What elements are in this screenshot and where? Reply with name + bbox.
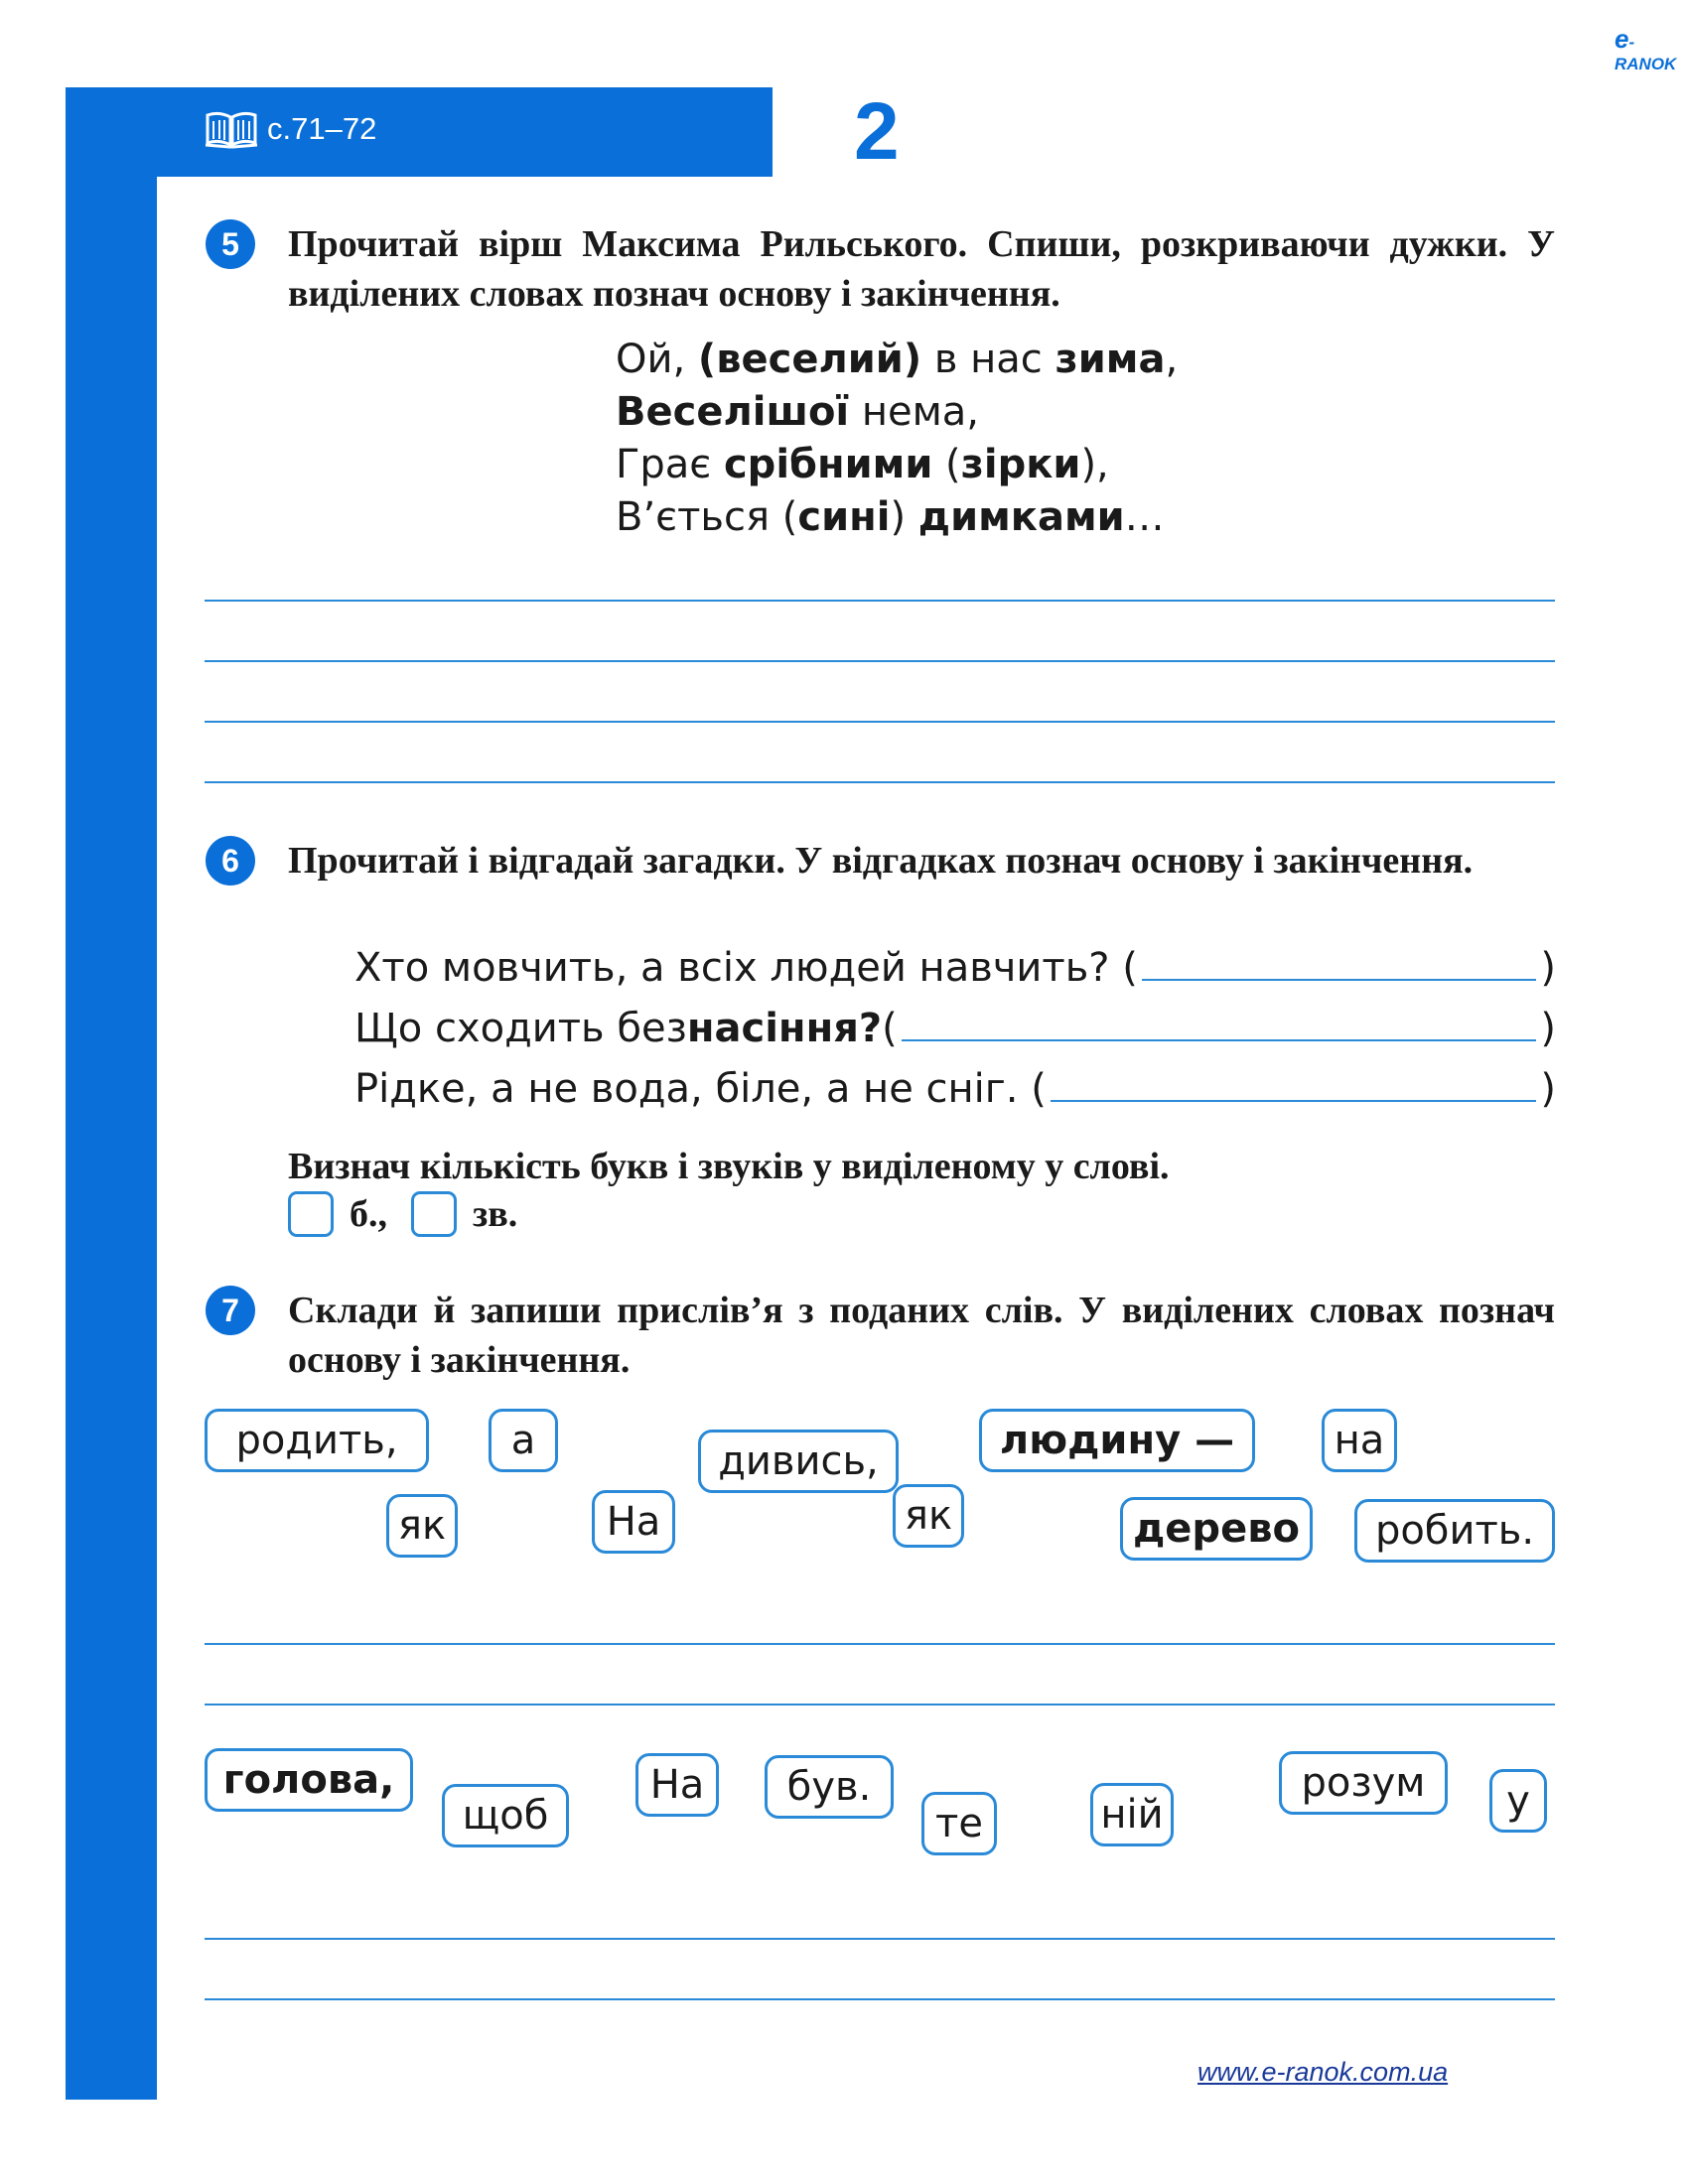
word-card[interactable]: На	[592, 1490, 675, 1554]
riddle-text: Хто мовчить, а всіх людей навчить? (	[354, 945, 1138, 991]
task7-instruction: Склади й запиши прислів’я з поданих слів. У виділених словах познач основу і закінчення.	[288, 1290, 1555, 1381]
riddle-text: Рідке, а не вода, біле, а не сніг. (	[354, 1066, 1047, 1112]
task-number-7: 7	[206, 1286, 255, 1335]
header-band	[66, 87, 773, 177]
open-book-icon	[204, 109, 259, 149]
poem-text: ),	[1080, 442, 1109, 487]
sounds-label: зв.	[473, 1193, 518, 1235]
left-blue-bar	[66, 87, 157, 2100]
poem-line	[616, 491, 1178, 544]
writing-line[interactable]	[205, 1704, 1555, 1706]
poem-highlighted-word: димками	[917, 494, 1125, 540]
word-card[interactable]: як	[893, 1484, 964, 1548]
riddle-1: Хто мовчить, а всіх людей навчить? ( )	[354, 945, 1556, 991]
word-card[interactable]: робить.	[1354, 1499, 1555, 1563]
highlighted-word: насіння?	[686, 1006, 883, 1051]
riddle-2: Що сходить без насіння? ( )	[354, 1006, 1556, 1051]
word-card[interactable]: як	[386, 1494, 458, 1558]
writing-line[interactable]	[205, 1938, 1555, 1940]
writing-line[interactable]	[205, 1643, 1555, 1645]
poem-highlighted-word: срібними	[723, 442, 933, 487]
word-card[interactable]: на	[1322, 1409, 1397, 1472]
page-reference	[204, 109, 376, 149]
word-card-highlighted[interactable]: голова,	[205, 1748, 413, 1812]
poem-line	[616, 386, 1178, 439]
letters-label: б.,	[350, 1193, 387, 1235]
poem-text: (	[932, 442, 961, 487]
poem	[616, 334, 1178, 544]
poem-text: Грає	[616, 442, 724, 487]
poem-highlighted-word: зима	[1055, 337, 1166, 382]
answer-line[interactable]	[1142, 977, 1537, 981]
sounds-box[interactable]	[411, 1191, 457, 1237]
writing-line[interactable]	[205, 660, 1555, 662]
answer-line[interactable]	[1051, 1098, 1537, 1102]
poem-highlighted-word: (веселий)	[697, 337, 922, 382]
word-card[interactable]: у	[1489, 1769, 1547, 1833]
publisher-logo: e-RANOK	[1615, 24, 1677, 73]
word-card[interactable]: розум	[1279, 1751, 1448, 1815]
poem-text: ,	[1165, 337, 1179, 382]
poem-text: …	[1124, 494, 1165, 540]
word-card[interactable]: а	[489, 1409, 558, 1472]
writing-line[interactable]	[205, 1998, 1555, 2000]
publisher-url[interactable]: www.e-ranok.com.ua	[1197, 2057, 1449, 2087]
poem-highlighted-word: зірки	[960, 442, 1081, 487]
riddle-text: Що сходить без	[354, 1006, 687, 1051]
poem-text: в нас	[921, 337, 1055, 382]
task6-instruction: Прочитай і відгадай загадки. У відгадках познач основу і закінчення.	[288, 840, 1474, 882]
poem-text: )	[890, 494, 918, 540]
task-number-5: 5	[206, 219, 255, 269]
page-number: 2	[854, 86, 900, 177]
letters-box[interactable]	[288, 1191, 334, 1237]
poem-text: нема,	[849, 389, 980, 435]
writing-line[interactable]	[205, 781, 1555, 783]
word-card[interactable]: родить,	[205, 1409, 429, 1472]
poem-highlighted-word: сині	[797, 494, 891, 540]
word-card[interactable]: ній	[1090, 1783, 1174, 1846]
answer-line[interactable]	[902, 1037, 1537, 1041]
word-card[interactable]: щоб	[442, 1784, 569, 1847]
riddle-3: Рідке, а не вода, біле, а не сніг. ( )	[354, 1066, 1556, 1112]
word-card[interactable]: На	[635, 1753, 719, 1817]
task-number-6: 6	[206, 836, 255, 886]
word-card[interactable]: був.	[765, 1755, 894, 1819]
page-ref-text: с.71–72	[267, 111, 377, 146]
task5-instruction: Прочитай вірш Максима Рильського. Спиши, розкриваючи дужки. У виділених словах познач основу і закінчення.	[288, 223, 1555, 315]
count-instruction: Визнач кількість букв і звуків у виділеному у слові.	[288, 1146, 1170, 1187]
count-row	[288, 1191, 517, 1237]
poem-text: Ой,	[616, 337, 698, 382]
word-card-highlighted[interactable]: дерево	[1120, 1497, 1313, 1561]
word-card-highlighted[interactable]: людину —	[979, 1409, 1255, 1472]
poem-text: В’ється (	[616, 494, 798, 540]
writing-line[interactable]	[205, 600, 1555, 602]
poem-highlighted-word: Веселішої	[616, 389, 850, 435]
writing-line[interactable]	[205, 721, 1555, 723]
poem-line	[616, 334, 1178, 386]
poem-line	[616, 439, 1178, 491]
word-card[interactable]: дивись,	[698, 1430, 899, 1493]
word-card[interactable]: те	[921, 1792, 997, 1855]
